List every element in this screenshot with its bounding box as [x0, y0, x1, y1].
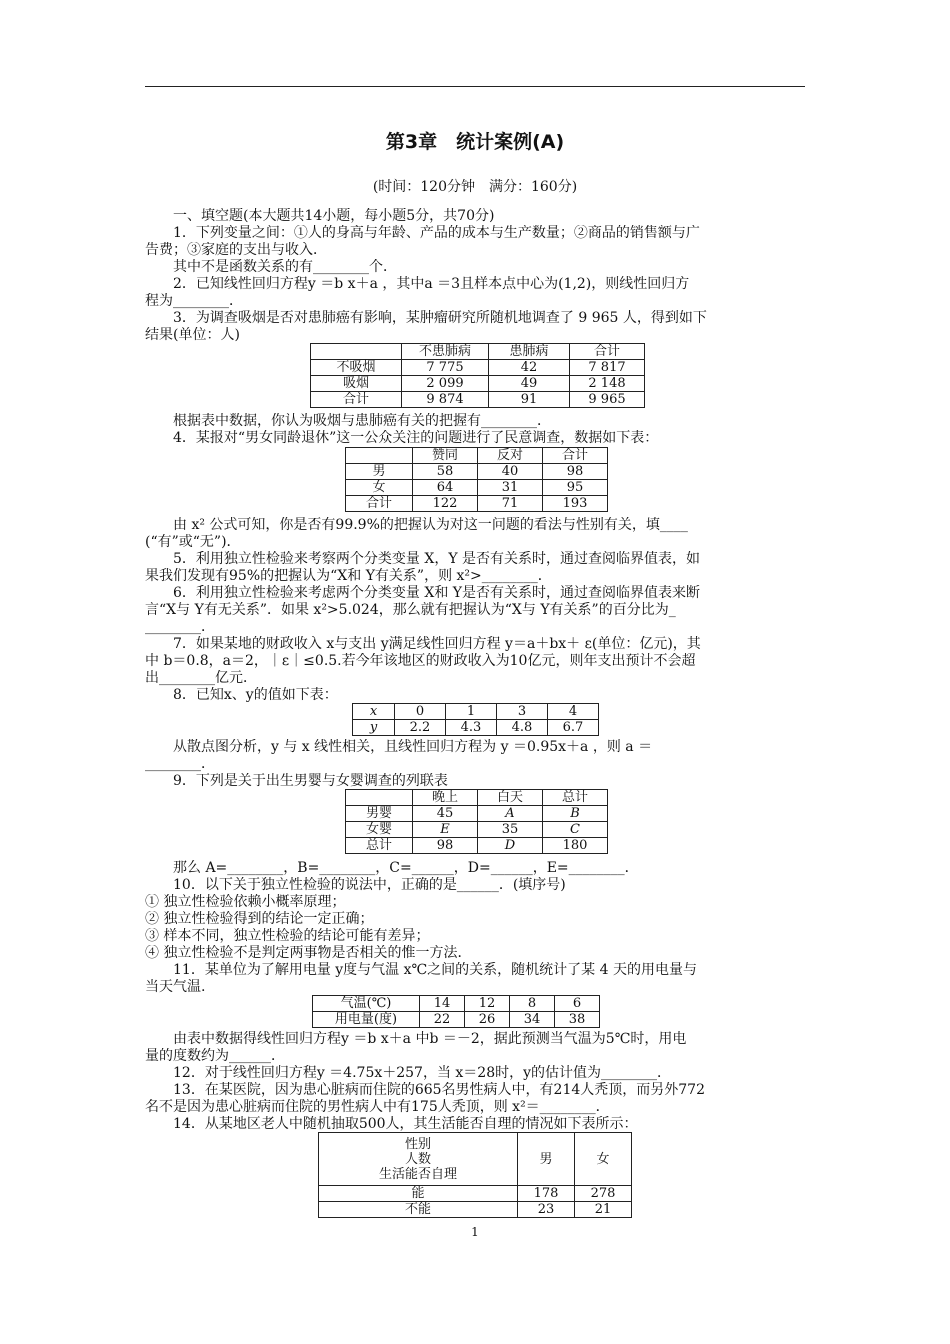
q3-line3: 根据表中数据，你认为吸烟与患肺癌有关的把握有________．: [173, 413, 551, 429]
table-cell: 98: [543, 464, 608, 480]
header-line: 人数: [404, 1151, 431, 1167]
header-line: 性别: [404, 1136, 431, 1152]
header-line: 生活能否自理: [378, 1166, 457, 1182]
table-cell: 男: [518, 1133, 575, 1186]
q7-line3: 出________亿元．: [145, 670, 257, 686]
table-row: [311, 344, 645, 360]
table-cell: 不患肺病: [402, 344, 489, 360]
q10-option3: ③ 样本不同，独立性检验的结论可能有差异；: [145, 928, 430, 944]
table-cell: 91: [489, 392, 570, 408]
table-cell: 患肺病: [489, 344, 570, 360]
table-cell: 合计: [311, 392, 402, 408]
q5-line2: 果我们发现有95%的把握认为“X和 Y有关系”，则 x²>________．: [145, 568, 552, 584]
table-header-cell: [319, 1133, 518, 1186]
table-cell: 气温(℃): [313, 996, 420, 1012]
table-cell: 4: [548, 704, 599, 720]
section-heading: 一、填空题(本大题共14小题，每小题5分，共70分): [173, 208, 495, 224]
q9-line1: 9．下列是关于出生男婴与女婴调查的列联表: [173, 773, 448, 789]
table-cell: 总计: [543, 790, 608, 806]
q1-line3: 其中不是函数关系的有________个．: [173, 259, 397, 275]
q6-line2: 言“X与 Y有无关系”．如果 x²>5.024，那么就有把握认为“X与 Y有关系”的百分比为_: [145, 602, 676, 618]
table-cell: C: [543, 822, 608, 838]
table-row: [353, 704, 599, 720]
table-cell: 31: [478, 480, 543, 496]
table-cell: 白天: [478, 790, 543, 806]
table-row: [346, 496, 608, 512]
table-cell: D: [478, 838, 543, 854]
q14-table: [318, 1132, 632, 1218]
q8-table: [352, 703, 599, 736]
page-number: 1: [471, 1225, 479, 1239]
table-cell: 45: [413, 806, 478, 822]
table-row: [313, 1012, 600, 1028]
page-title: 第3章 统计案例(A): [385, 131, 565, 153]
table-cell: 26: [465, 1012, 510, 1028]
table-cell: 38: [555, 1012, 600, 1028]
table-cell: 4.8: [497, 720, 548, 736]
table-cell: 8: [510, 996, 555, 1012]
table-cell: 6: [555, 996, 600, 1012]
table-cell: y: [353, 720, 395, 736]
table-cell: 64: [413, 480, 478, 496]
table-cell: 7 775: [402, 360, 489, 376]
table-cell: 女: [575, 1133, 632, 1186]
q4-line2: 由 x² 公式可知，你是否有99.9%的把握认为对这一问题的看法与性别有关，填____: [173, 517, 688, 533]
table-cell: 122: [413, 496, 478, 512]
table-row: [319, 1133, 632, 1186]
q13-line1: 13．在某医院，因为患心脏病而住院的665名男性病人中，有214人秃顶，而另外772: [173, 1082, 705, 1098]
q6-line1: 6．利用独立性检验来考虑两个分类变量 X和 Y是否有关系时，通过查阅临界值表来断: [173, 585, 701, 601]
table-row: [319, 1186, 632, 1202]
q11-table: [312, 995, 600, 1028]
table-cell: 9 965: [570, 392, 645, 408]
table-cell: 不能: [319, 1202, 518, 1218]
q8-line1: 8．已知x、y的值如下表：: [173, 687, 338, 703]
table-row: [311, 376, 645, 392]
q11-line2: 当天气温.: [145, 979, 206, 995]
q8-line3: ________．: [145, 756, 215, 772]
table-cell: 总计: [346, 838, 413, 854]
table-cell: 12: [465, 996, 510, 1012]
q9-table: [345, 789, 608, 854]
q4-table: [345, 447, 608, 512]
q7-line2: 中 b＝0.8，a＝2，｜ε｜≤0.5.若今年该地区的财政收入为10亿元，则年支出预计不会超: [145, 653, 696, 669]
table-cell: 赞同: [413, 448, 478, 464]
q1-line2: 告费；③家庭的支出与收入．: [145, 242, 327, 258]
q7-line1: 7．如果某地的财政收入 x与支出 y满足线性回归方程 y＝a＋bx＋ ε(单位：亿元)，其: [173, 636, 701, 652]
table-row: [346, 822, 608, 838]
q13-line2: 名不是因为患心脏病而住院的男性病人中有175人秃顶，则 x²＝________．: [145, 1099, 610, 1115]
table-row: [313, 996, 600, 1012]
q1-line1: 1．下列变量之间：①人的身高与年龄、产品的成本与生产数量；②商品的销售额与广: [173, 225, 700, 241]
table-row: [319, 1202, 632, 1218]
q2-line2: 程为________．: [145, 293, 243, 309]
table-cell: 35: [478, 822, 543, 838]
q11-line3: 由表中数据得线性回归方程y ＝b x＋a 中b ＝－2，据此预测当气温为5℃时，用电: [173, 1031, 687, 1047]
table-row: [346, 464, 608, 480]
table-cell: 178: [518, 1186, 575, 1202]
table-cell: 40: [478, 464, 543, 480]
table-cell: 反对: [478, 448, 543, 464]
q9-line2: 那么 A=________，B=________，C=______，D=______，E=________．: [173, 860, 639, 876]
table-cell: 180: [543, 838, 608, 854]
table-cell: 4.3: [446, 720, 497, 736]
table-cell: 193: [543, 496, 608, 512]
table-row: [346, 838, 608, 854]
q11-line1: 11．某单位为了解用电量 y度与气温 x℃之间的关系，随机统计了某 4 天的用电量与: [173, 962, 697, 978]
q10-option1: ① 独立性检验依赖小概率原理；: [145, 894, 346, 910]
table-cell: 3: [497, 704, 548, 720]
table-cell: 1: [446, 704, 497, 720]
table-cell: 2 099: [402, 376, 489, 392]
table-cell: 7 817: [570, 360, 645, 376]
table-cell: 用电量(度): [313, 1012, 420, 1028]
table-row: [346, 790, 608, 806]
q10-option4: ④ 独立性检验不是判定两事物是否相关的惟一方法．: [145, 945, 472, 961]
table-cell: [311, 344, 402, 360]
table-cell: 0: [395, 704, 446, 720]
table-cell: 6.7: [548, 720, 599, 736]
table-row: [346, 806, 608, 822]
table-cell: 71: [478, 496, 543, 512]
table-cell: 合计: [570, 344, 645, 360]
q12-line1: 12．对于线性回归方程y ＝4.75x＋257，当 x＝28时，y的估计值为________．: [173, 1065, 672, 1081]
table-cell: 14: [420, 996, 465, 1012]
table-cell: A: [478, 806, 543, 822]
table-cell: 合计: [346, 496, 413, 512]
table-cell: 女婴: [346, 822, 413, 838]
table-cell: 9 874: [402, 392, 489, 408]
q4-line1: 4．某报对“男女同龄退休”这一公众关注的问题进行了民意调查，数据如下表：: [173, 430, 659, 446]
table-cell: 能: [319, 1186, 518, 1202]
table-cell: 34: [510, 1012, 555, 1028]
q4-line3: (“有”或“无”)．: [145, 534, 241, 550]
table-row: [353, 720, 599, 736]
q3-table: [310, 343, 645, 408]
table-row: [346, 448, 608, 464]
table-cell: 58: [413, 464, 478, 480]
q3-line2: 结果(单位：人): [145, 327, 240, 343]
table-cell: 2 148: [570, 376, 645, 392]
table-cell: 女: [346, 480, 413, 496]
table-cell: 男婴: [346, 806, 413, 822]
table-cell: 男: [346, 464, 413, 480]
table-cell: B: [543, 806, 608, 822]
table-cell: 吸烟: [311, 376, 402, 392]
table-cell: 23: [518, 1202, 575, 1218]
table-row: [346, 480, 608, 496]
q11-line4: 量的度数约为______．: [145, 1048, 285, 1064]
table-cell: [346, 448, 413, 464]
table-row: [311, 360, 645, 376]
table-cell: [346, 790, 413, 806]
table-cell: 晚上: [413, 790, 478, 806]
table-cell: 21: [575, 1202, 632, 1218]
q10-option2: ② 独立性检验得到的结论一定正确；: [145, 911, 374, 927]
table-cell: 合计: [543, 448, 608, 464]
table-cell: 95: [543, 480, 608, 496]
q8-line2: 从散点图分析，y 与 x 线性相关，且线性回归方程为 y ＝0.95x＋a ，则 a ＝: [173, 739, 653, 755]
table-cell: 42: [489, 360, 570, 376]
q5-line1: 5．利用独立性检验来考察两个分类变量 X，Y 是否有关系时，通过查阅临界值表，如: [173, 551, 701, 567]
table-cell: 278: [575, 1186, 632, 1202]
top-rule: [145, 86, 805, 87]
q6-line3: ________．: [145, 619, 215, 635]
table-cell: 2.2: [395, 720, 446, 736]
q2-line1: 2．已知线性回归方程y ＝b x＋a ，其中a ＝3且样本点中心为(1,2)，则线性回归方: [173, 276, 690, 292]
q10-line1: 10．以下关于独立性检验的说法中，正确的是______．(填序号): [173, 877, 566, 893]
table-row: [311, 392, 645, 408]
table-cell: E: [413, 822, 478, 838]
table-cell: x: [353, 704, 395, 720]
page-subtitle: (时间：120分钟 满分：160分): [372, 179, 578, 195]
q3-line1: 3．为调查吸烟是否对患肺癌有影响，某肿瘤研究所随机地调查了 9 965 人，得到如下: [173, 310, 707, 326]
table-cell: 98: [413, 838, 478, 854]
table-cell: 22: [420, 1012, 465, 1028]
q14-line1: 14．从某地区老人中随机抽取500人，其生活能否自理的情况如下表所示：: [173, 1116, 638, 1132]
table-cell: 不吸烟: [311, 360, 402, 376]
table-cell: 49: [489, 376, 570, 392]
